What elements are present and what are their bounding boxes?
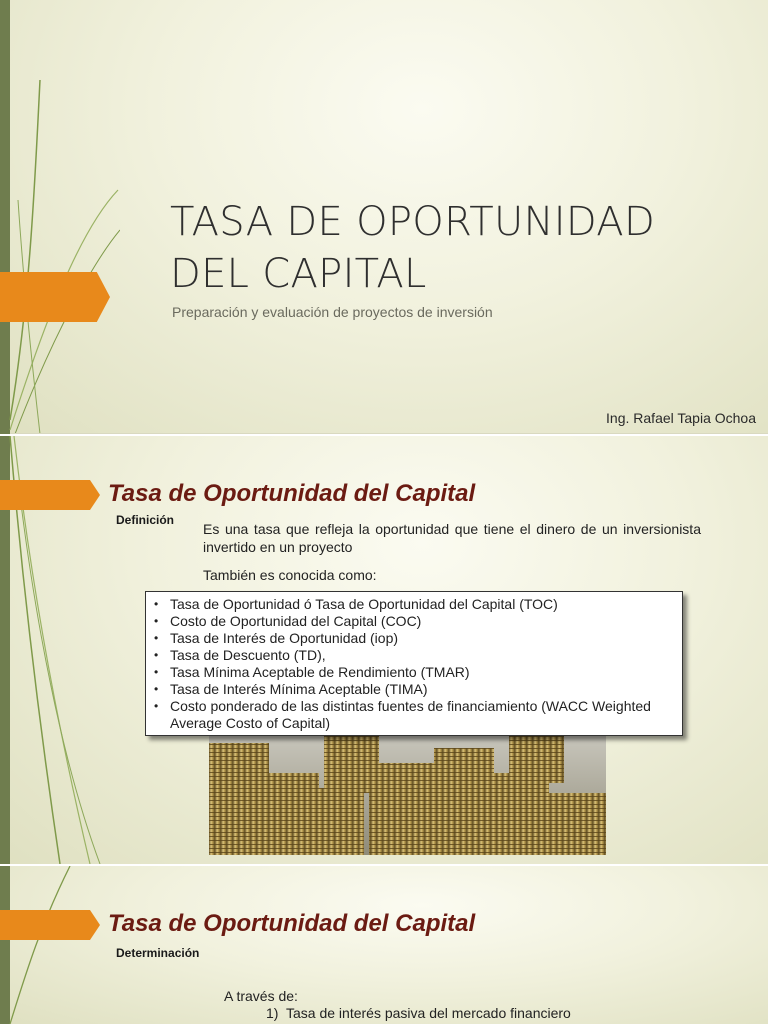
orange-arrow-tab: [0, 272, 110, 322]
bullet-icon: •: [154, 631, 159, 645]
decorative-curves: [0, 0, 120, 434]
list-item: • Tasa de Oportunidad ó Tasa de Oportunidad del Capital (TOC): [154, 596, 558, 612]
list-item: • Costo de Oportunidad del Capital (COC): [154, 613, 422, 629]
bullet-icon: •: [154, 699, 159, 713]
synonyms-list: [152, 596, 674, 732]
section-label: Determinación: [116, 946, 200, 960]
determination-slide: [0, 866, 768, 1024]
slide-divider: [10, 433, 768, 434]
bullet-icon: •: [154, 614, 159, 628]
decorative-curves: [0, 866, 120, 1024]
slide-title: [170, 196, 730, 300]
synonyms-box: [145, 591, 683, 736]
bullet-icon: •: [154, 682, 159, 696]
item-text: Tasa de interés pasiva del mercado financiero: [286, 1005, 571, 1021]
slide-heading: Tasa de Oportunidad del Capital: [108, 480, 476, 507]
slide-heading: Tasa de Oportunidad del Capital: [108, 910, 476, 937]
author-name: Ing. Rafael Tapia Ochoa: [606, 410, 756, 426]
list-item: • Tasa Mínima Aceptable de Rendimiento (TMAR): [154, 664, 470, 680]
title-line-2: DEL CAPITAL: [170, 251, 427, 297]
list-item: • Tasa de Interés Mínima Aceptable (TIMA): [154, 681, 428, 697]
orange-arrow-tab: [0, 480, 100, 510]
numbered-list: [266, 1004, 571, 1022]
also-known-text: También es conocida como:: [203, 567, 377, 583]
title-line-1: TASA DE OPORTUNIDAD: [170, 199, 656, 245]
list-item: • Tasa de Interés de Oportunidad (iop): [154, 630, 399, 646]
bullet-icon: •: [154, 665, 159, 679]
orange-arrow-tab: [0, 910, 100, 940]
section-label: Definición: [116, 513, 175, 527]
list-item: [266, 1004, 571, 1022]
bullet-icon: •: [154, 648, 159, 662]
list-item: • Tasa de Descuento (TD),: [154, 647, 326, 663]
definition-slide: [0, 436, 768, 864]
slide-subtitle: Preparación y evaluación de proyectos de inversión: [172, 304, 493, 320]
list-item: • Costo ponderado de las distintas fuentes de financiamiento (WACC Weighted Average Costo of Capital): [154, 698, 651, 731]
coin-stacks-image: [209, 733, 606, 855]
bullet-icon: •: [154, 597, 159, 611]
title-slide: [0, 0, 768, 434]
item-number: 1): [266, 1005, 279, 1021]
definition-paragraph: Es una tasa que refleja la oportunidad que tiene el dinero de un inversionista invertido en un proyecto: [203, 521, 701, 555]
intro-text: A través de:: [224, 988, 298, 1004]
